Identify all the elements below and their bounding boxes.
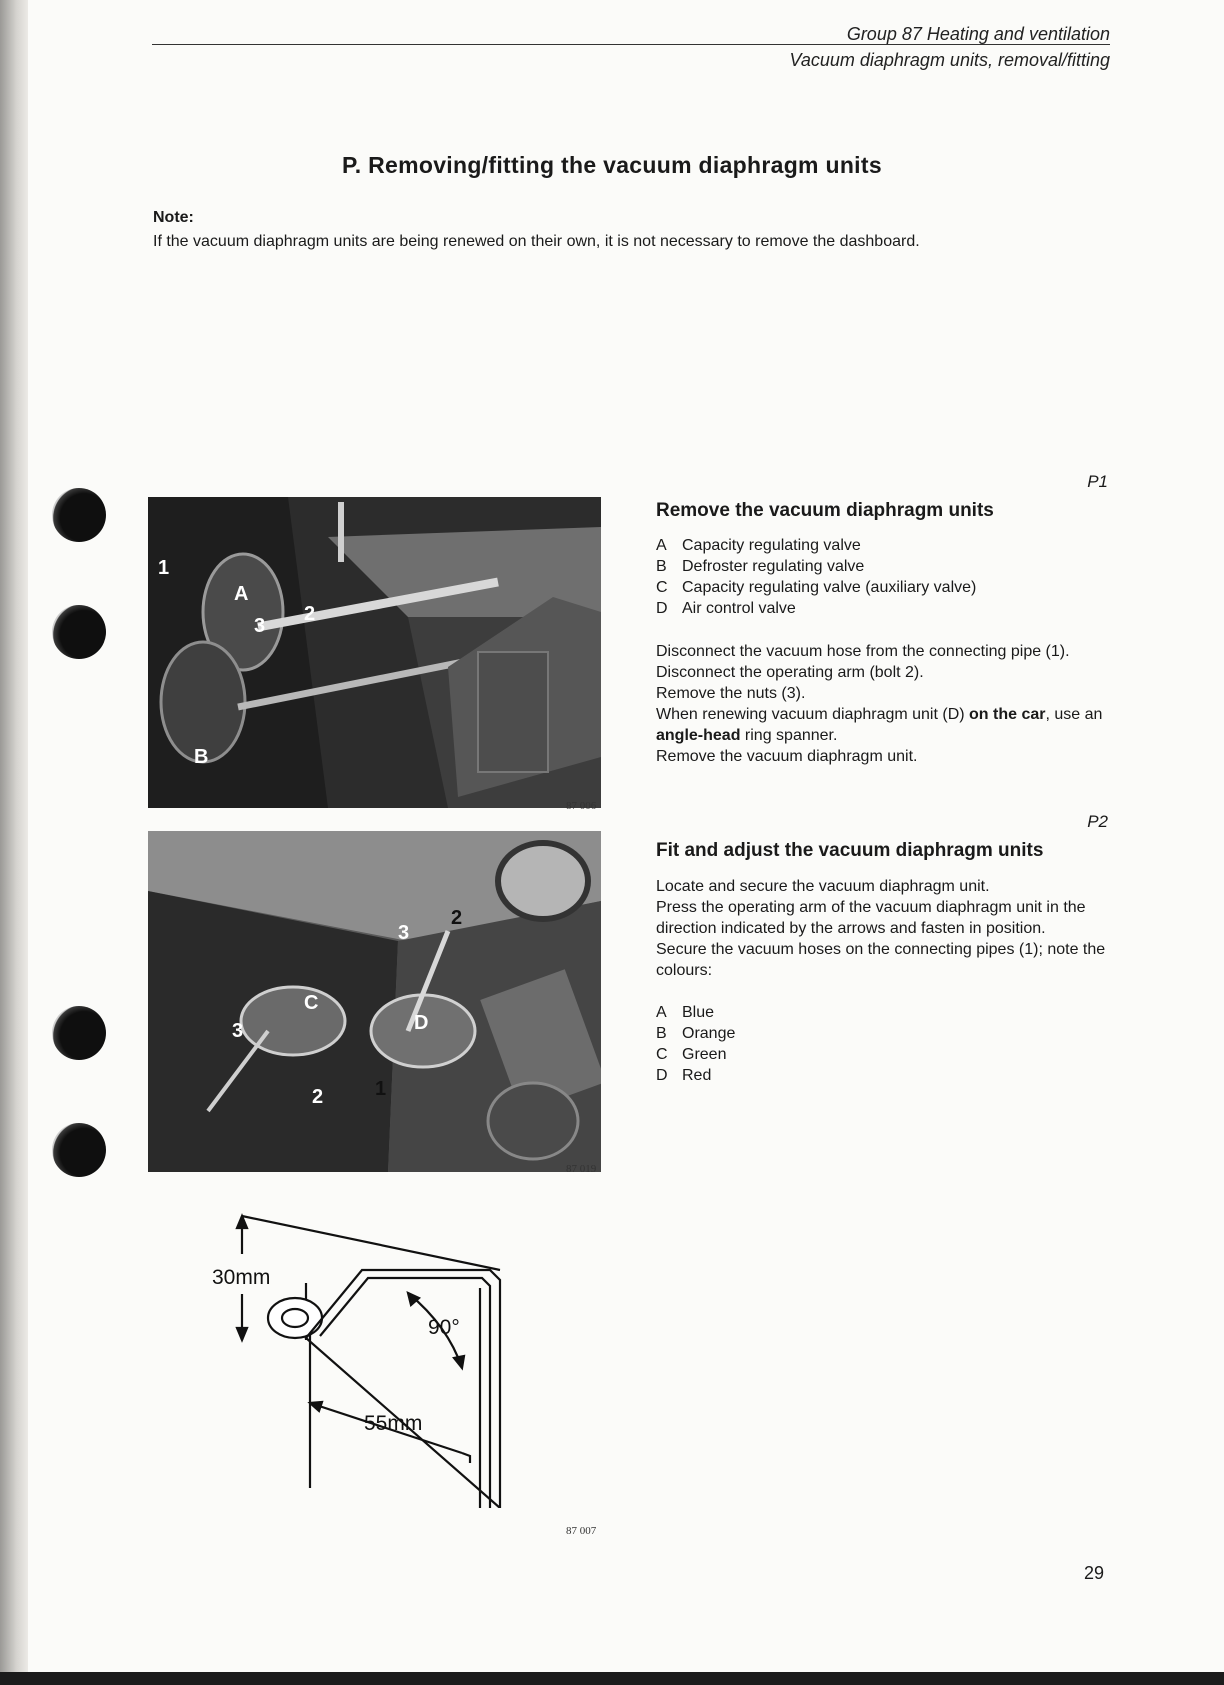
fig1-callout: B xyxy=(194,746,209,768)
fig2-callout: 3 xyxy=(232,1020,244,1042)
scan-bottom-edge xyxy=(0,1672,1224,1685)
angle-label: 90° xyxy=(428,1316,460,1339)
header-group: Group 87 Heating and ventilation xyxy=(846,24,1110,44)
list-item: B Orange xyxy=(656,1025,736,1042)
list-item: D Red xyxy=(656,1067,712,1084)
spanner-drawing xyxy=(200,1208,540,1508)
list-item: B Defroster regulating valve xyxy=(656,558,865,575)
photo-dashboard-valves xyxy=(148,497,601,808)
list-item: D Air control valve xyxy=(656,600,796,617)
figure-number: 87 019 xyxy=(566,1163,597,1175)
p2-colour-list xyxy=(656,1002,735,1086)
fig2-callout: 3 xyxy=(398,922,410,944)
step-text: Remove the vacuum diaphragm unit. xyxy=(656,748,918,765)
list-item: A Blue xyxy=(656,1004,715,1021)
list-item: C Green xyxy=(656,1046,727,1063)
note-label: Note: xyxy=(153,209,194,226)
dim-height-label: 30mm xyxy=(212,1266,271,1289)
header-subtitle: Vacuum diaphragm units, removal/fitting xyxy=(789,50,1110,70)
step-text: Disconnect the vacuum hose from the connecting pipe (1). xyxy=(656,643,1070,660)
photo-diaphragm-units xyxy=(148,831,601,1172)
fig2-callout: C xyxy=(304,992,319,1014)
page-number: 29 xyxy=(1084,1563,1105,1583)
fig2-callout: D xyxy=(414,1012,429,1034)
p1-valve-list xyxy=(656,535,976,619)
punch-hole xyxy=(52,1006,106,1060)
panel-id-p2: P2 xyxy=(1087,812,1108,831)
fig2-callout: 1 xyxy=(375,1078,387,1100)
list-item: C Capacity regulating valve (auxiliary valve) xyxy=(656,579,977,596)
punch-hole xyxy=(52,605,106,659)
figure-87-019 xyxy=(148,831,601,1172)
p2-steps xyxy=(656,876,1108,981)
panel-id-p1: P1 xyxy=(1087,472,1108,491)
header-rule xyxy=(152,44,1110,45)
list-item: A Capacity regulating valve xyxy=(656,537,861,554)
figure-number: 87 007 xyxy=(566,1525,597,1537)
fig1-callout: 3 xyxy=(254,615,266,637)
p2-heading: Fit and adjust the vacuum diaphragm units xyxy=(656,840,1044,861)
step-text: Secure the vacuum hoses on the connecting pipes (1); note the colours: xyxy=(656,941,1106,979)
fig1-callout: 1 xyxy=(158,557,170,579)
dim-width-label: 55mm xyxy=(364,1412,423,1435)
page-title: P. Removing/fitting the vacuum diaphragm units xyxy=(342,152,882,178)
fig1-callout: 2 xyxy=(304,603,316,625)
step-text: Press the operating arm of the vacuum diaphragm unit in the direction indicated by the arrows and fasten in position. xyxy=(656,899,1086,937)
figure-87-006 xyxy=(148,497,601,808)
punch-hole xyxy=(52,488,106,542)
punch-hole xyxy=(52,1123,106,1177)
p1-steps xyxy=(656,641,1108,767)
note-text: If the vacuum diaphragm units are being renewed on their own, it is not necessary to remove the dashboard. xyxy=(153,233,920,250)
step-text: Disconnect the operating arm (bolt 2). xyxy=(656,664,924,681)
fig1-callout: A xyxy=(234,583,249,605)
step-text: Remove the nuts (3). xyxy=(656,685,806,702)
p1-heading: Remove the vacuum diaphragm units xyxy=(656,500,994,521)
step-text: Locate and secure the vacuum diaphragm unit. xyxy=(656,878,990,895)
page-left-edge xyxy=(0,0,28,1672)
fig2-callout: 2 xyxy=(312,1086,324,1108)
figure-number: 87 006 xyxy=(566,800,597,812)
step-text: When renewing vacuum diaphragm unit (D) on the car, use an angle-head ring spanner. xyxy=(656,706,1103,744)
fig2-callout: 2 xyxy=(451,907,463,929)
